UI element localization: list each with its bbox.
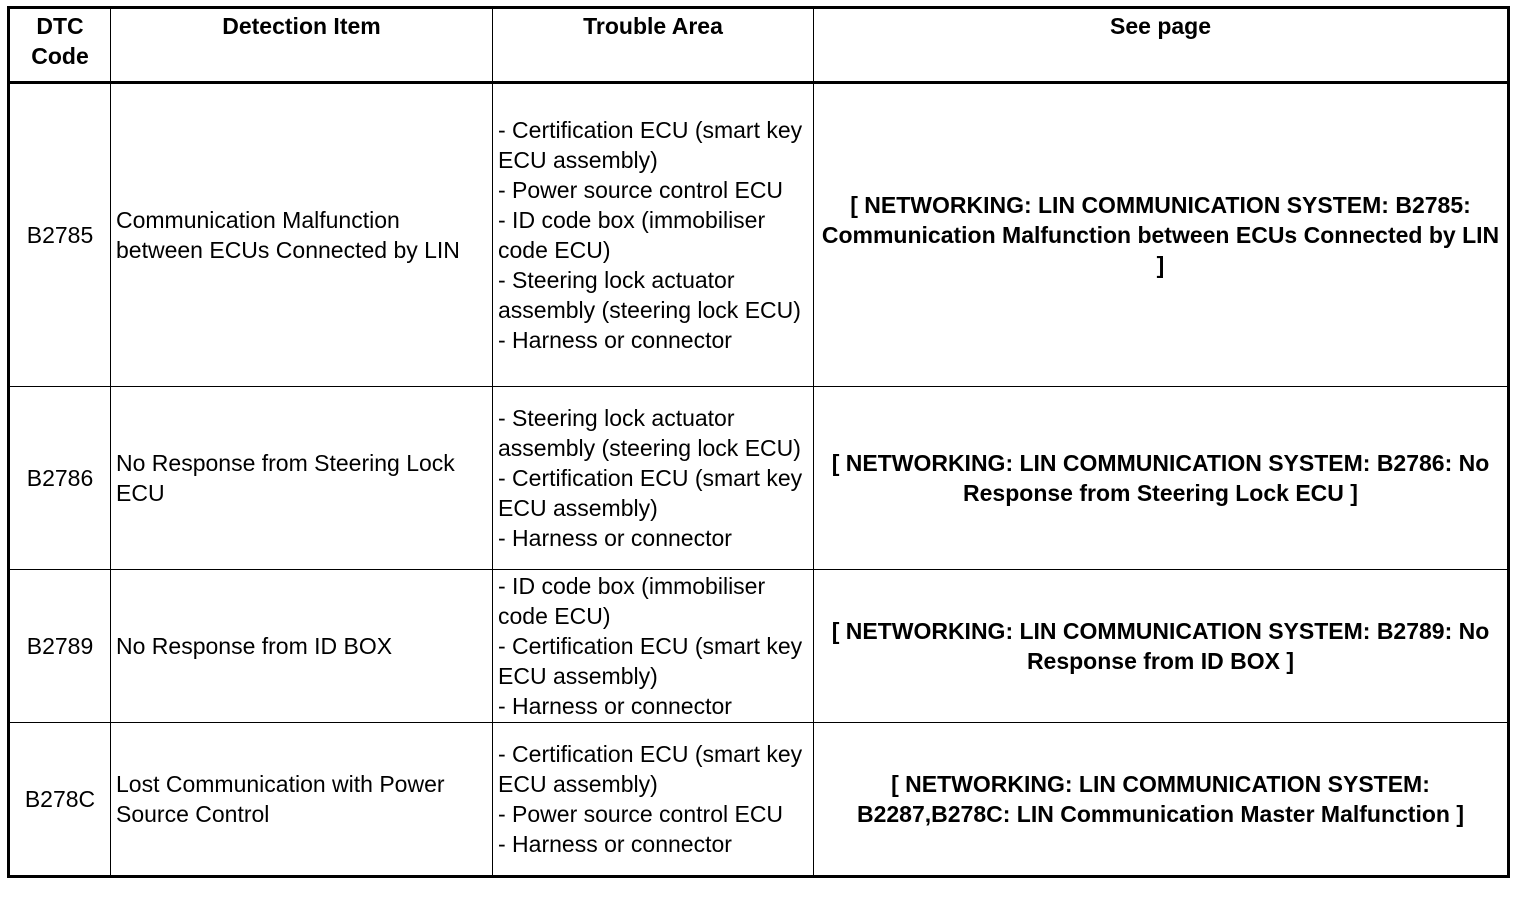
trouble-area-item: - Certification ECU (smart key ECU assembly) [498, 465, 803, 521]
dtc-code: B2789 [9, 570, 111, 723]
dtc-code: B278C [9, 723, 111, 877]
trouble-area [493, 723, 814, 877]
header-see-page: See page [814, 8, 1509, 83]
detection-item: No Response from ID BOX [111, 570, 493, 723]
trouble-area-item: - Certification ECU (smart key ECU assembly) [498, 741, 803, 797]
see-page-reference: [ NETWORKING: LIN COMMUNICATION SYSTEM: B2786: No Response from Steering Lock ECU ] [814, 387, 1509, 570]
header-trouble-area: Trouble Area [493, 8, 814, 83]
table-row [9, 723, 1509, 877]
trouble-area [493, 570, 814, 723]
table-row [9, 387, 1509, 570]
see-page-reference: [ NETWORKING: LIN COMMUNICATION SYSTEM: B2287,B278C: LIN Communication Master Malfunction ] [814, 723, 1509, 877]
dtc-code: B2785 [9, 83, 111, 387]
trouble-area [493, 387, 814, 570]
trouble-area-item: - Power source control ECU [498, 177, 784, 203]
see-page-reference: [ NETWORKING: LIN COMMUNICATION SYSTEM: B2785: Communication Malfunction between ECUs Connected by LIN ] [814, 83, 1509, 387]
trouble-area-item: - Certification ECU (smart key ECU assembly) [498, 633, 803, 689]
trouble-area-item: - Power source control ECU [498, 801, 784, 827]
table-row [9, 83, 1509, 387]
table-header [9, 8, 1509, 83]
see-page-reference: [ NETWORKING: LIN COMMUNICATION SYSTEM: B2789: No Response from ID BOX ] [814, 570, 1509, 723]
header-dtc-code: DTC Code [9, 8, 111, 83]
trouble-area-item: - Steering lock actuator assembly (steering lock ECU) [498, 405, 801, 461]
trouble-area-item: - ID code box (immobiliser code ECU) [498, 573, 766, 629]
trouble-area-item: - ID code box (immobiliser code ECU) [498, 207, 766, 263]
trouble-area-item: - Harness or connector [498, 525, 732, 551]
detection-item: Communication Malfunction between ECUs Connected by LIN [111, 83, 493, 387]
trouble-area-item: - Harness or connector [498, 327, 732, 353]
header-detection-item: Detection Item [111, 8, 493, 83]
dtc-code: B2786 [9, 387, 111, 570]
table-row [9, 570, 1509, 723]
trouble-area [493, 83, 814, 387]
detection-item: No Response from Steering Lock ECU [111, 387, 493, 570]
trouble-area-item: - Harness or connector [498, 831, 732, 857]
detection-item: Lost Communication with Power Source Control [111, 723, 493, 877]
trouble-area-item: - Steering lock actuator assembly (steering lock ECU) [498, 267, 801, 323]
trouble-area-item: - Harness or connector [498, 693, 732, 719]
dtc-table [7, 6, 1510, 878]
trouble-area-item: - Certification ECU (smart key ECU assembly) [498, 117, 803, 173]
